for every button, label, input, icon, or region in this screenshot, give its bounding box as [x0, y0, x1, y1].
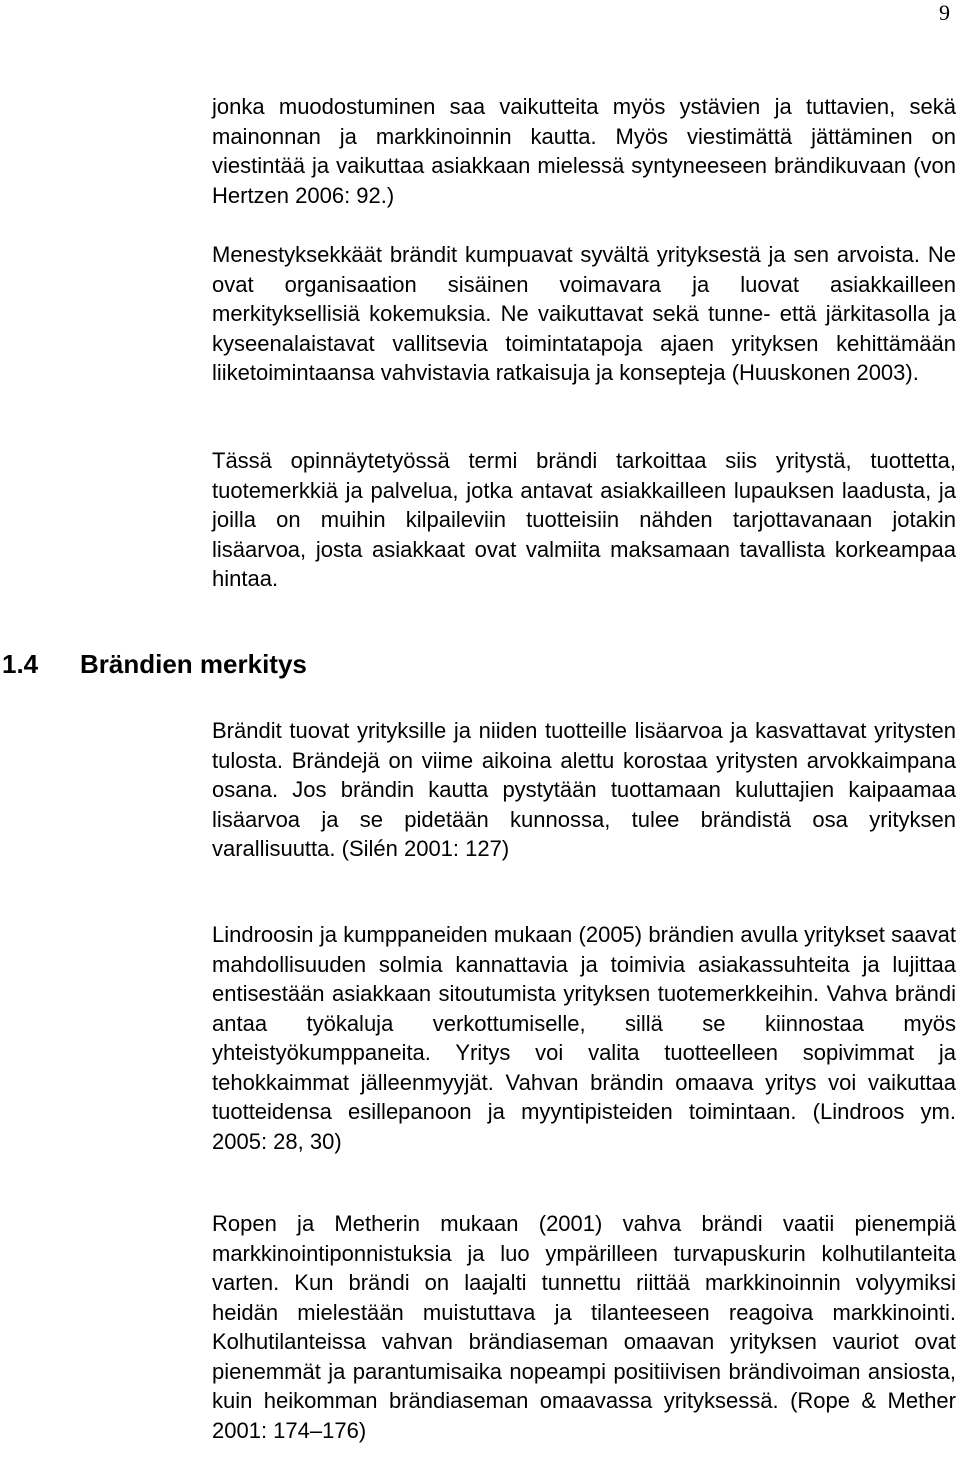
paragraph-successful-brands: Menestyksekkäät brändit kumpuavat syvältä yrityksestä ja sen arvoista. Ne ovat organisaation sisäinen voimavara ja luovat asiakkailleen merkityksellisiä kokemuksia. Ne vaikuttavat sekä tunne- että järkitasolla ja kyseenalaistavat vallitsevia toimintatapoja ajaen yrityksen kehittämään liiketoimintaansa vahvistavia ratkaisuja ja konsepteja (Huuskonen 2003).	[212, 242, 956, 385]
page-number: 9	[939, 0, 950, 25]
paragraph-lindroos: Lindroosin ja kumppaneiden mukaan (2005) brändien avulla yritykset saavat mahdollisuuden solmia kannattavia ja toimivia asiakassuhteita ja lujittaa entisestään asiakkaan sitoutumista yrityksen tuotemerkkeihin. Vahva brändi antaa työkaluja verkottumiselle, sillä se kiinnostaa myös yhteistyökumppaneita. Yritys voi valita tuotteelleen sopivimmat ja tehokkaimmat jälleenmyyjät. Vahvan brändin omaava yritys voi vaikuttaa tuotteidensa esillepanoon ja myyntipisteiden toimintaan. (Lindroos ym. 2005: 28, 30)	[212, 922, 956, 1154]
paragraph-rope-mether: Ropen ja Metherin mukaan (2001) vahva brändi vaatii pienempiä markkinointiponnistuksia ja luo ympärilleen turvapuskurin kolhutilanteita varten. Kun brändi on laajalti tunnettu riittää markkinoinnin volyymiksi heidän mielestään muistuttava ja tilanteeseen reagoiva markkinointi. Kolhutilanteissa vahvan brändiaseman omaavan yrityksen vauriot ovat pienemmät ja parantumisaika nopeampi positiivisen brändivoiman ansiosta, kuin heikomman brändiaseman omaavassa yrityksessä. (Rope & Mether 2001: 174–176)	[212, 1211, 956, 1443]
paragraph-brand-image-formation: jonka muodostuminen saa vaikutteita myös ystävien ja tuttavien, sekä mainonnan ja markkinoinnin kautta. Myös viestimättä jättäminen on viestintää ja vaikuttaa asiakkaan mielessä syntyneeseen brändikuvaan (von Hertzen 2006: 92.)	[212, 94, 956, 208]
section-title: Brändien merkitys	[80, 649, 307, 679]
section-heading	[2, 644, 307, 684]
paragraph-brand-definition: Tässä opinnäytetyössä termi brändi tarkoittaa siis yritystä, tuottetta, tuotemerkkiä ja palvelua, jotka antavat asiakkailleen lupauksen laadusta, ja joilla on muihin kilpaileviin tuotteisiin nähden tarjottavanaan jotakin lisäarvoa, josta asiakkaat ovat valmiita maksamaan tavallista korkeampaa hintaa.	[212, 448, 956, 591]
paragraph-brand-value: Brändit tuovat yrityksille ja niiden tuotteille lisäarvoa ja kasvattavat yritysten tulosta. Brändejä on viime aikoina alettu korostaa yritysten arvokkaimpana osana. Jos brändin kautta pystytään tuottamaan kuluttajien kaipaamaa lisäarvoa ja se pidetään kunnossa, tulee brändistä osa yrityksen varallisuutta. (Silén 2001: 127)	[212, 718, 956, 861]
section-number: 1.4	[2, 649, 39, 679]
